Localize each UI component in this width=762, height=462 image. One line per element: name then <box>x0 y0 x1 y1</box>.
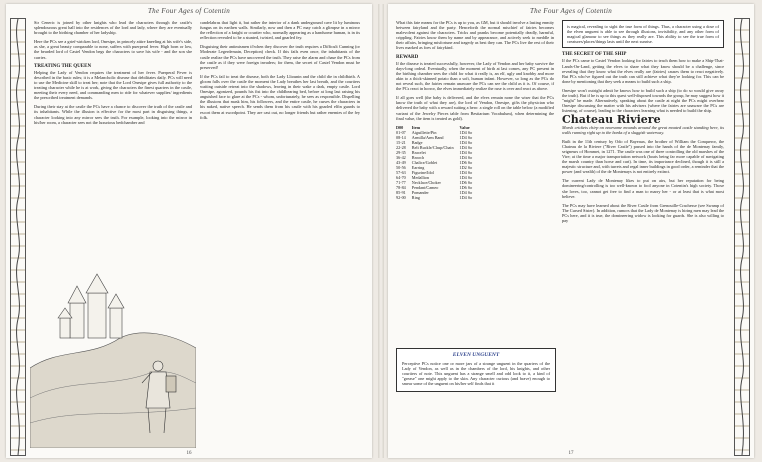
column-header: Value <box>459 124 470 130</box>
item-cell: Medallion <box>411 174 429 180</box>
value-cell: 1D4 So <box>459 149 473 155</box>
paragraph: Disguising their antimismen if/when they discover the truth requires a Difficult Cunning (or Moderate Legerdemain, Deception) check. If this fails even once, the inhabitants of the castle realize the PCs have uncovered the truth. They raise the alarm and chase the PCs from the castle as if they were foreign invaders; for them, the secret of Castel Vendon must be preserved! <box>200 44 360 70</box>
paragraph: The PCs may have learned about the River Castle from Grenouille-Crachesse (see Swamp of The Cursed Sister). In addition, rumors that the Lady de Montenay is hiring men may lead the PCs here, and it is true, the domineering widow is looking for guards. She is also willing to pay <box>562 202 724 223</box>
paragraph: If the PCs came to Castel Vendon looking for fairies to teach them how to make a Ship-That-Lands-On-Land, getting the elves to share what they know should be a challenge, since revealing that they know what the elves really are (fairies) causes them to react negatively. But PCs who've figured out the truth can still achieve what they're looking for. This can be done by mentioning that they seek a means to build such a ship. <box>562 58 724 84</box>
section-heading: TREATING THE QUEEN <box>34 63 92 69</box>
running-head: The Four Ages of Cotentin <box>147 7 231 15</box>
vine-border <box>10 18 26 456</box>
paragraph: If the disease is treated successfully, however, the Lady of Vendon and her baby survive the days-long ordeal. Eventually, when the moment of birth at last comes, any PC present in the birthing chamber sees the child for what it really is, an elf, ugly and knobby and more akin to a thick-skinned potato than a soft, human infant. However, so long as the PCs do not reveal such, the fairies remain unaware the PCs can see the child as it is. Of course, if the PCs react in horror, the elves immediately realize the ruse is over and react as above. <box>396 60 554 92</box>
item-cell: Bracelet <box>411 149 426 155</box>
roll-cell: 92-00 <box>396 194 406 200</box>
value-cell: 1D4 So <box>459 134 473 140</box>
value-cell: 1D6 So <box>459 159 473 165</box>
roll-cell: 64-70 <box>396 174 406 180</box>
roll-cell: 50-56 <box>396 164 406 170</box>
roll-cell: 71-77 <box>396 179 406 185</box>
running-head: The Four Ages of Cotentin <box>529 7 613 15</box>
paragraph: Helping the Lady of Vendon requires the treatment of her fever. Puerperal Fever is described in the basic rules; it is a Melancholic disease that debilitates daily. PCs will need to use the Medicine skill to treat her; note that the Lord Onesipe gives full authority to the treating character while he is at work, giving the characters the finest quarters in the castle, meeting their every need, and commanding men to ride for whatever supplies/ ingredients the prescribed treatment demands. <box>34 69 192 101</box>
box-title: ELVEN UNGUENT <box>452 352 500 358</box>
page-number: 17 <box>568 451 574 456</box>
roll-cell: 29-35 <box>396 149 406 155</box>
value-cell: 1D4 So <box>459 129 473 135</box>
item-cell: Earring <box>411 164 425 170</box>
value-cell: 1D4 So <box>459 144 473 150</box>
right-column-2 <box>562 20 724 227</box>
left-column-2 <box>200 20 360 124</box>
column-header: Item <box>411 124 421 130</box>
paragraph: If all goes well (the baby is delivered, and the elves remain none the wiser that the PCs know the truth of what they are), the lord of Vendon, Onesipe, gifts the physician who delivered the baby with a reward suiting a hero: a single roll on the table below (a modified variant of the Jewelry Pieces table from Bestiarium Vocabulum), when determining the final value, the item is treated as gold). <box>396 95 554 121</box>
roll-cell: 57-63 <box>396 169 406 175</box>
value-cell: 1D4 So <box>459 194 473 200</box>
roll-cell: 08-14 <box>396 134 406 140</box>
section-heading: THE SECRET OF THE SHIP <box>562 52 627 58</box>
paragraph: candelabras that light it, but rather the interior of a dank underground cave lit by luminous fungus on its earthen walls. Similarly, now and then a PC may catch a glimpse in a mirror the reflection of a knight or courtier who, normally appearing as a handsome human, is in its reflection revealed to be a stunted, twisted, and gnarled fey. <box>200 20 360 41</box>
value-cell: 1D4 So <box>459 139 473 145</box>
left-page <box>6 4 372 458</box>
reward-table-body <box>396 130 478 200</box>
chateau-title: Chateau Riviere <box>562 113 661 127</box>
castle-knight-illustration <box>30 248 196 448</box>
elven-unguent-box-continued <box>562 20 724 48</box>
book-gutter <box>378 4 384 458</box>
item-cell: Necklace/Choker <box>411 179 441 185</box>
page-number: 16 <box>186 451 192 456</box>
roll-cell: 22-28 <box>396 144 406 150</box>
item-cell: Aiguillette/Pin <box>411 129 437 135</box>
roll-cell: 85-91 <box>396 189 406 195</box>
item-cell: Armilla/Arm Band <box>411 134 444 140</box>
roll-cell: 78-84 <box>396 184 406 190</box>
item-cell: Badge <box>411 139 423 145</box>
value-cell: 1D4 So <box>459 174 473 180</box>
chateau-subtitle: Marsh crickets chirp on nearsome mounds around the great moated castle standing here, its walls running right up to the banks of a sluggish waterway. <box>562 124 724 135</box>
paragraph: Built in the 11th century by Odo of Bayeaux, the brother of William the Conqueror, the Chateau de la Riviere ("River Castle") passed into the hands of the de Montenay family, seigneurs of Hommet, in 1271. The castle was one of three controlling the old marshes of the Vire; at the time a major transportation network (boats being far more capable of navigating the marsh country than horse and cart). In time, its importance declined, though it is still a majestic structure and, with turrets and regal inner buildings in good order, a reminder that the power (and wealth) of the de Montenays is not entirely extinct. <box>562 138 724 175</box>
item-cell: Ring <box>411 194 420 200</box>
value-cell: 1D4 So <box>459 189 473 195</box>
item-cell: Pomander <box>411 189 429 195</box>
table-row <box>396 195 478 200</box>
roll-cell: 15-21 <box>396 139 406 145</box>
item-cell: Figurine/Idol <box>411 169 434 175</box>
value-cell: 1D6 So <box>459 179 473 185</box>
value-cell: 1D6 So <box>459 184 473 190</box>
value-cell: 1D2 So <box>459 164 473 170</box>
right-column-1 <box>396 20 554 200</box>
item-cell: Pendant/Cameo <box>411 184 439 190</box>
roll-cell: 43-49 <box>396 159 406 165</box>
paragraph: During their stay at the castle the PCs have a chance to discover the truth of the castle and its inhabitants. While the illusion is effective for the most part in disguising things, a character looking into any mirror sees the truth. For example, looking into the mirror in his/her room, a character sees not the luxurious bedchamber and <box>34 104 192 125</box>
paragraph: Sir Ceneric is joined by other knights who lead the characters through the castle's splendourous great hall into the residences of the lord and lady, where they are eventually brought to the birthing chamber of her ladyship. <box>34 20 192 36</box>
left-column-1 <box>34 20 192 129</box>
reward-table <box>396 125 478 200</box>
paragraph: The current Lady de Montenay likes to put on airs, but her reputation for being domineering/controlling is too well-known to fool anyone in Cotentin's high society. Those she loves, too, cannot get free to find a man to marry her - or at least that is what most believe. <box>562 178 724 199</box>
item-cell: Belt Buckle/Clasp/Chain <box>411 144 454 150</box>
value-cell: 1D4 So <box>459 154 473 160</box>
item-cell: Brooch <box>411 154 425 160</box>
elven-unguent-box <box>396 348 556 392</box>
box-text: is magical, revealing to sight the true form of things. Thus, a character using a dose of the elven unguent is able to see through illusions, invisibility, and any other form of magical glamour to see things as they really are. This ability to see the true form of creatures/places/things lasts until the next sunrise. <box>567 24 719 45</box>
paragraph: If the PCs fail to treat the disease, both the Lady Lliounin and the child die in childbirth. A gloom falls over the castle the moment the Lady breathes her last breath, and the courtiers waiting outside retreat into the shadows, leaving in their wake a dark, empty castle. Lord Onesipe, agonized, pounds his fist into the childbearing bed, before at long last raising his anguished face to glare at the PCs - whom, unfortunately, he sees as responsible. Dispelling the illusions that mask him, his followers, and the entire castle, he curses the characters in his naked, native speech. He sends them from his castle with his gnarled elfin guards to escort them at swordpoint. They are cast out, no longer friends but rather enemies of the fey folk. <box>200 73 360 120</box>
value-cell: 1D4 So <box>459 169 473 175</box>
paragraph: Onesipe won't outright admit he knows how to build such a ship (to do so would give away the truth). But if he is up to this quest well-disposed towards the group, he may suggest how it "might" be made. Alternatively, speaking about the castle at night the PCs might overhear Onesipe discussing the matter with his advisers (where the fairies are unaware the PCs are listening, of course), leading to the characters learning what is needed to build the ship. <box>562 87 724 114</box>
roll-cell: 01-07 <box>396 129 406 135</box>
paragraph: Here the PCs see a grief-stricken lord, Onesipe, in princely attire kneeling at his wife's side, as she, a great beauty comparable to none, suffers with puerperal fever. High born or low, the bearded lord of Castel Vendon begs the characters to save his wife - and the son she carries. <box>34 39 192 60</box>
vine-border <box>734 18 750 456</box>
roll-cell: 36-42 <box>396 154 406 160</box>
right-page <box>388 4 754 458</box>
paragraph: What this fate means for the PCs is up to you, as GM, but it should involve a lasting enmity between fairyland and the party. Henceforth the normal mischief of fairies becomes malevolent against the characters. Tricks and pranks become potentially deadly, harmful, crippling. Fairies know them by name and by appearance, and actively seek to meddle in their affairs, bringing misfortune and tragedy as best they can. The PCs live the rest of their lives marked as foes of fairykind. <box>396 20 554 51</box>
section-heading: REWARD <box>396 54 419 60</box>
item-cell: Chalice/Goblet <box>411 159 438 165</box>
column-header: D00 <box>396 124 404 130</box>
box-text: Perceptive PCs notice one or more jars of a strange unguent in the quarters of the Lady of Vendon, as well as in the chambers of the lord, his knights, and other courtiers of note. This unguent has a strange smell and odd look to it, a kind of "grease" one might apply to the skin. Any character curious (and brave) enough to smear some of the unguent on his/her self finds that it <box>402 361 550 387</box>
